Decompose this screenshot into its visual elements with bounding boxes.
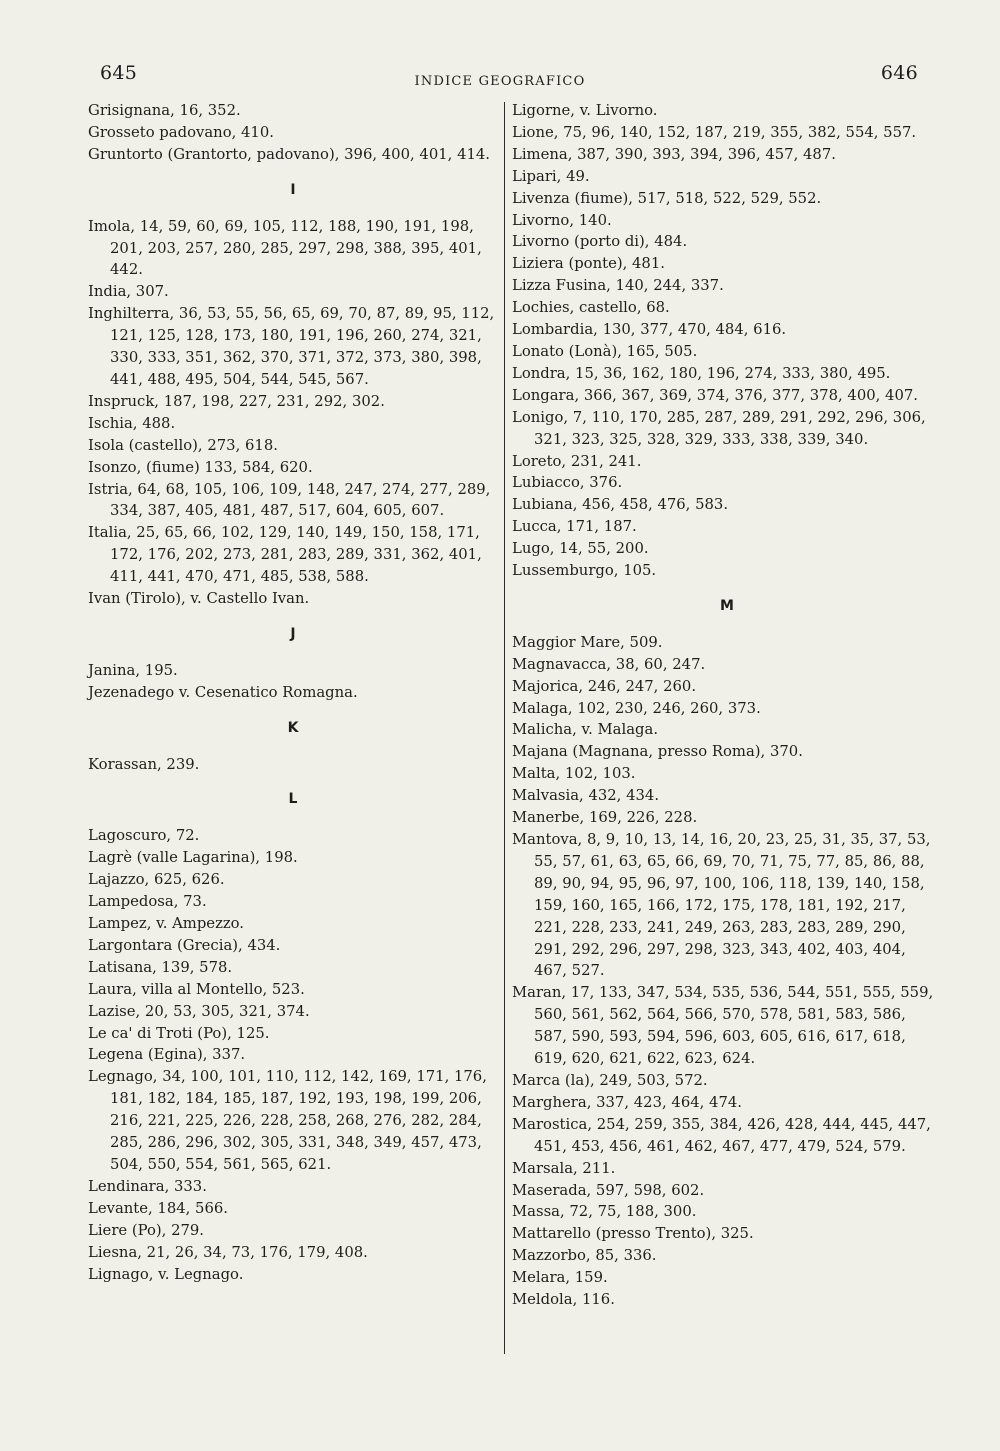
index-entry: Lignago, v. Legnago. [88,1265,244,1283]
index-entry: Lugo, 14, 55, 200. [512,540,649,558]
index-entry: Livorno, 140. [512,211,612,229]
index-entry: Isonzo, (fiume) 133, 584, 620. [88,458,313,476]
index-entry: Isola (castello), 273, 618. [88,436,278,454]
index-entry: Massa, 72, 75, 188, 300. [512,1203,697,1221]
index-entry: Korassan, 239. [88,755,200,773]
index-entry: Mantova, 8, 9, 10, 13, 14, 16, 20, 23, 25, 31, 35, 37, 53, 55, 57, 61, 63, 65, 66, 69, 70, 71, 75, 77, 85, 86, 88, 89, 90, 94, 95, 96, 97, 100, 106, 118, 139, 140, 158, 159, 160, 165, 166, 172, 175, 178, 181, 192, 217, 221, 228, 233, 241, 249, 263, 283, 283, 289, 290, 291, 292, 296, 297, 298, 323, 343, 402, 403, 404, 467, 527. [512,831,931,980]
index-entry: Latisana, 139, 578. [88,958,233,976]
index-entry: India, 307. [88,283,169,301]
index-entry: Maggior Mare, 509. [512,633,663,651]
index-entry: Loreto, 231, 241. [512,452,642,470]
left-index-column [88,100,498,1285]
section-letter: J [290,625,296,642]
index-entry: Meldola, 116. [512,1291,615,1309]
index-entry: Lubiana, 456, 458, 476, 583. [512,496,729,514]
section-letter: M [720,597,734,614]
index-entry: Marghera, 337, 423, 464, 474. [512,1093,743,1111]
index-entry: Majana (Magnana, presso Roma), 370. [512,743,803,761]
index-entry: Longara, 366, 367, 369, 374, 376, 377, 378, 400, 407. [512,386,919,404]
index-entry: Londra, 15, 36, 162, 180, 196, 274, 333, 380, 495. [512,364,891,382]
index-entry: Livorno (porto di), 484. [512,233,688,251]
index-entry: Malaga, 102, 230, 246, 260, 373. [512,699,761,717]
section-letter: L [288,791,298,808]
index-entry: Maserada, 597, 598, 602. [512,1181,705,1199]
index-entry: Istria, 64, 68, 105, 106, 109, 148, 247, 274, 277, 289, 334, 387, 405, 481, 487, 517, 604, 605, 607. [88,480,491,520]
page-number-right: 646 [880,62,918,84]
index-entry: Lazise, 20, 53, 305, 321, 374. [88,1002,310,1020]
index-entry: Lucca, 171, 187. [512,518,637,536]
index-entry: Lubiacco, 376. [512,474,623,492]
index-entry: Malta, 102, 103. [512,765,636,783]
index-entry: Legena (Egina), 337. [88,1046,246,1064]
index-entry: Livenza (fiume), 517, 518, 522, 529, 552. [512,189,822,207]
index-entry: Mazzorbo, 85, 336. [512,1247,657,1265]
index-entry: Lagoscuro, 72. [88,827,200,845]
index-entry: Marsala, 211. [512,1159,616,1177]
index-entry: Inspruck, 187, 198, 227, 231, 292, 302. [88,392,385,410]
index-entry: Lendinara, 333. [88,1177,207,1195]
index-entry: Lussemburgo, 105. [512,562,657,580]
index-entry: Levante, 184, 566. [88,1199,228,1217]
index-entry: Lonato (Lonà), 165, 505. [512,342,698,360]
index-entry: Liziera (ponte), 481. [512,255,665,273]
index-entry: Italia, 25, 65, 66, 102, 129, 140, 149, 150, 158, 171, 172, 176, 202, 273, 281, 283, 289, 331, 362, 401, 411, 441, 470, 471, 485, 538, 588. [88,524,482,586]
index-entry: Imola, 14, 59, 60, 69, 105, 112, 188, 190, 191, 198, 201, 203, 257, 280, 285, 297, 298, 388, 395, 401, 442. [88,217,482,279]
index-entry: Lampez, v. Ampezzo. [88,915,245,932]
index-entry: Janina, 195. [88,661,178,679]
index-entry: Liere (Po), 279. [88,1221,205,1239]
index-entry: Lagrè (valle Lagarina), 198. [88,849,298,867]
index-entry: Grisignana, 16, 352. [88,102,241,119]
right-index-column [512,100,942,1311]
section-letter: I [290,181,296,198]
index-entry: Maran, 17, 133, 347, 534, 535, 536, 544, 551, 555, 559, 560, 561, 562, 564, 566, 570, 578, 581, 583, 586, 587, 590, 593, 594, 596, 603, 605, 616, 617, 618, 619, 620, 621, 622, 623, 624. [512,984,934,1068]
index-entry: Grosseto padovano, 410. [88,123,274,141]
index-entry: Ivan (Tirolo), v. Castello Ivan. [88,590,310,608]
index-entry: Majorica, 246, 247, 260. [512,677,697,695]
index-entry: Manerbe, 169, 226, 228. [512,809,698,827]
index-entry: Gruntorto (Grantorto, padovano), 396, 400, 401, 414. [88,145,491,163]
index-entry: Marca (la), 249, 503, 572. [512,1071,708,1089]
index-entry: Lipari, 49. [512,167,590,185]
index-entry: Mattarello (presso Trento), 325. [512,1225,754,1243]
index-entry: Lochies, castello, 68. [512,299,670,317]
index-entry: Melara, 159. [512,1269,608,1287]
index-entry: Lampedosa, 73. [88,893,207,911]
section-letter: K [287,719,299,736]
index-entry: Lonigo, 7, 110, 170, 285, 287, 289, 291, 292, 296, 306, 321, 323, 325, 328, 329, 333, 338, 339, 340. [512,408,926,448]
index-entry: Limena, 387, 390, 393, 394, 396, 457, 487. [512,145,836,163]
page-number-left: 645 [100,62,138,84]
index-entry: Malvasia, 432, 434. [512,787,660,805]
index-entry: Liesna, 21, 26, 34, 73, 176, 179, 408. [88,1243,368,1261]
index-entry: Lizza Fusina, 140, 244, 337. [512,277,724,295]
index-entry: Lombardia, 130, 377, 470, 484, 616. [512,321,787,339]
column-divider [504,102,505,1354]
index-entry: Marostica, 254, 259, 355, 384, 426, 428, 444, 445, 447, 451, 453, 456, 461, 462, 467, 477, 479, 524, 579. [512,1115,931,1155]
index-entry: Jezenadego v. Cesenatico Romagna. [88,683,358,701]
index-entry: Lione, 75, 96, 140, 152, 187, 219, 355, 382, 554, 557. [512,123,917,141]
page-title: INDICE GEOGRAFICO [414,74,586,89]
index-entry: Lajazzo, 625, 626. [88,871,225,889]
index-entry: Malicha, v. Malaga. [512,721,659,739]
index-entry: Largontara (Grecia), 434. [88,936,281,954]
index-entry: Magnavacca, 38, 60, 247. [512,655,706,673]
index-entry: Inghilterra, 36, 53, 55, 56, 65, 69, 70, 87, 89, 95, 112, 121, 125, 128, 173, 180, 191, 196, 260, 274, 321, 330, 333, 351, 362, 370, 371, 372, 373, 380, 398, 441, 488, 495, 504, 544, 545, 567. [88,305,495,388]
index-entry: Ligorne, v. Livorno. [512,102,658,119]
index-entry: Le ca' di Troti (Po), 125. [88,1024,270,1042]
index-entry: Legnago, 34, 100, 101, 110, 112, 142, 169, 171, 176, 181, 182, 184, 185, 187, 192, 193, 198, 199, 206, 216, 221, 225, 226, 228, 258, 268, 276, 282, 284, 285, 286, 296, 302, 305, 331, 348, 349, 457, 473, 504, 550, 554, 561, 565, 621. [88,1068,487,1173]
index-entry: Laura, villa al Montello, 523. [88,980,305,998]
index-entry: Ischia, 488. [88,414,176,432]
